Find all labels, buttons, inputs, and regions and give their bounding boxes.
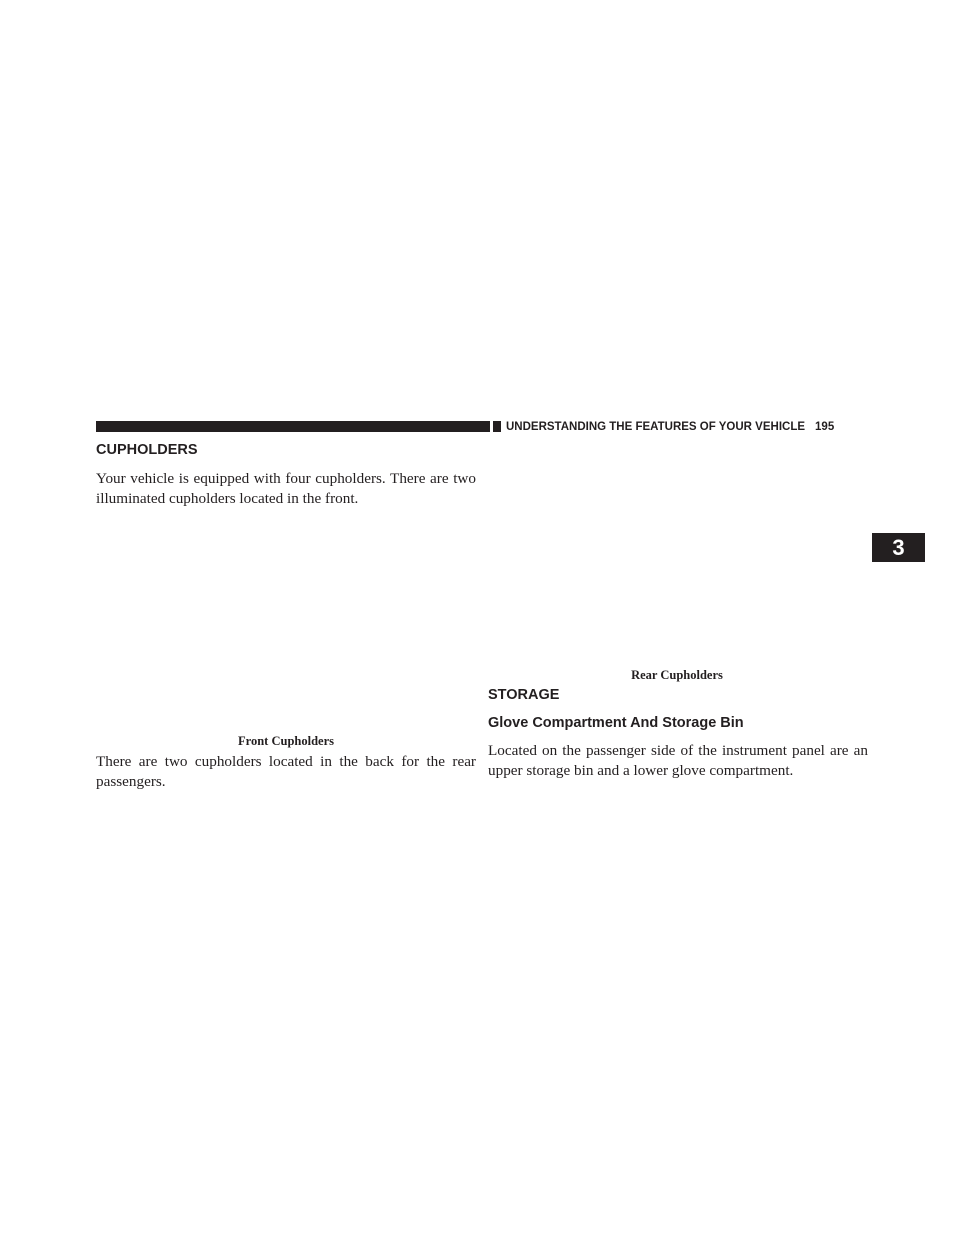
running-head-title: UNDERSTANDING THE FEATURES OF YOUR VEHICLE [506,421,806,433]
front-cupholders-caption: Front Cupholders [238,734,334,748]
chapter-tab: 3 [872,533,925,562]
section-heading-storage: STORAGE [488,687,560,703]
cupholders-intro-text: Your vehicle is equipped with four cupholders. There are two illuminated cupholders located in the front. [96,470,476,507]
rear-cupholders-figure [487,440,867,664]
header-rule-left [96,421,490,432]
storage-body-text: Located on the passenger side of the instrument panel are an upper storage bin and a lower glove compartment. [488,742,868,779]
rear-cupholders-text: There are two cupholders located in the back for the rear passengers. [96,753,476,790]
subheading-glove-compartment: Glove Compartment And Storage Bin [488,715,744,731]
rear-cupholders-caption: Rear Cupholders [631,668,723,682]
front-cupholders-figure [96,512,476,728]
page-number: 195 [815,421,835,433]
header-rule-right [493,421,501,432]
section-heading-cupholders: CUPHOLDERS [96,442,198,458]
running-head [506,419,834,435]
